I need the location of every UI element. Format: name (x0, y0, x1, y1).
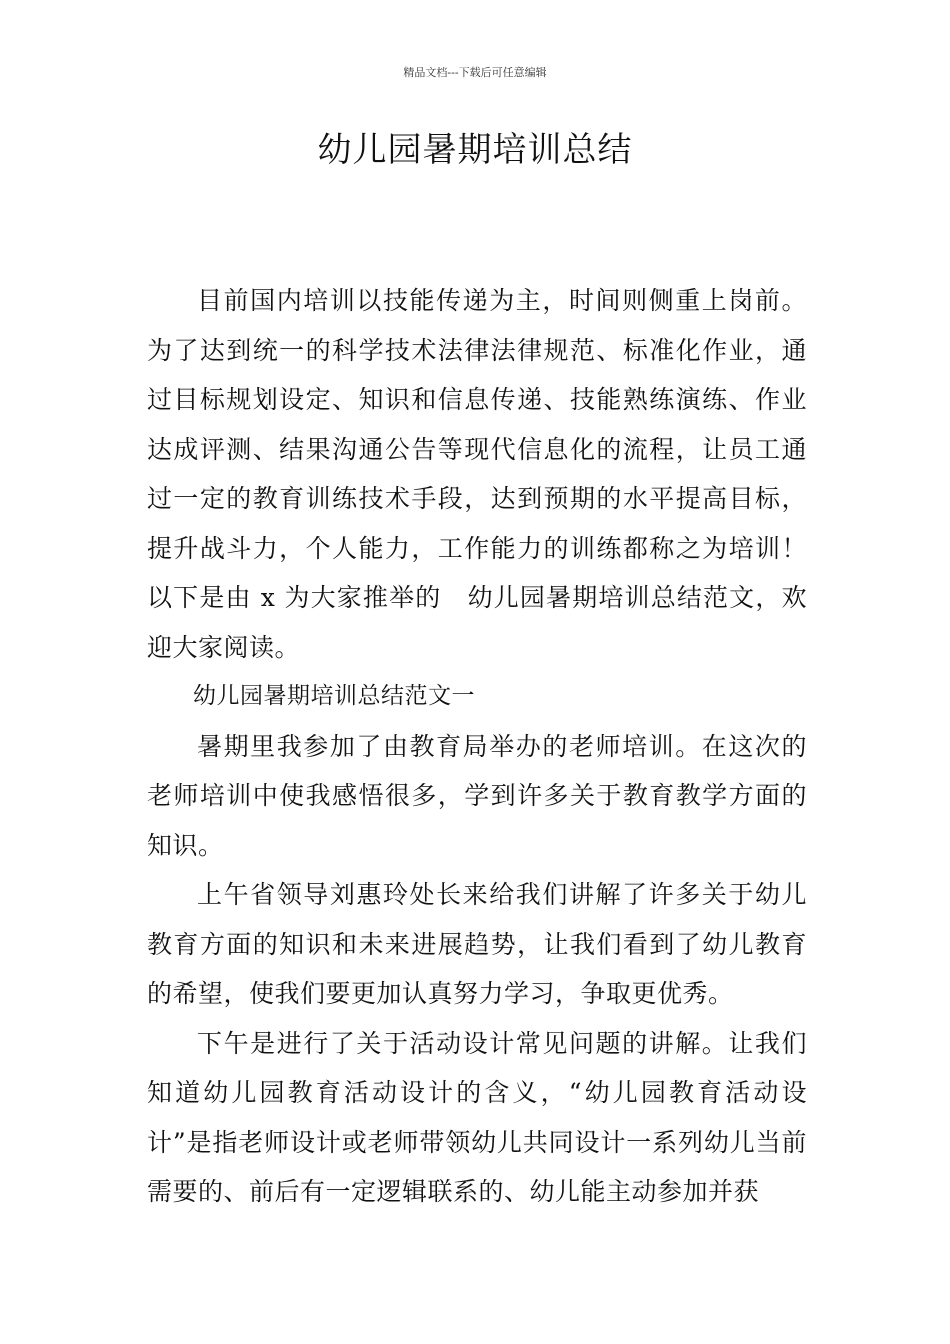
intro-paragraph: 目前国内培训以技能传递为主，时间则侧重上岗前。为了达到统一的科学技术法律法律规范、标准化作业，通过目标规划设定、知识和信息传递、技能熟练演练、作业达成评测、结果沟通公告等现代信息化的流程，让员工通过一定的教育训练技术手段，达到预期的水平提高目标，提升战斗力，个人能力，工作能力的训练都称之为培训！以下是由 x 为大家推举的 幼儿园暑期培训总结范文，欢迎大家阅读。 (147, 286, 807, 662)
body-paragraph-2: 上午省领导刘惠玲处长来给我们讲解了许多关于幼儿教育方面的知识和未来进展趋势，让我们看到了幼儿教育的希望，使我们要更加认真努力学习，争取更优秀。 (147, 880, 807, 1008)
body-paragraph-1: 暑期里我参加了由教育局举办的老师培训。在这次的老师培训中使我感悟很多，学到许多关于教育教学方面的知识。 (147, 731, 807, 860)
section-heading: 幼儿园暑期培训总结范文一 (193, 683, 475, 709)
page-header-watermark: 精品文档---下载后可任意编辑 (403, 66, 547, 79)
body-paragraph-3: 下午是进行了关于活动设计常见问题的讲解。让我们知道幼儿园教育活动设计的含义，“幼儿园教育活动设计”是指老师设计或老师带领幼儿共同设计一系列幼儿当前需要的、前后有一定逻辑联系的、幼儿能主动参加并获 (147, 1028, 807, 1206)
document-title: 幼儿园暑期培训总结 (317, 130, 633, 170)
document-body (147, 276, 807, 1217)
